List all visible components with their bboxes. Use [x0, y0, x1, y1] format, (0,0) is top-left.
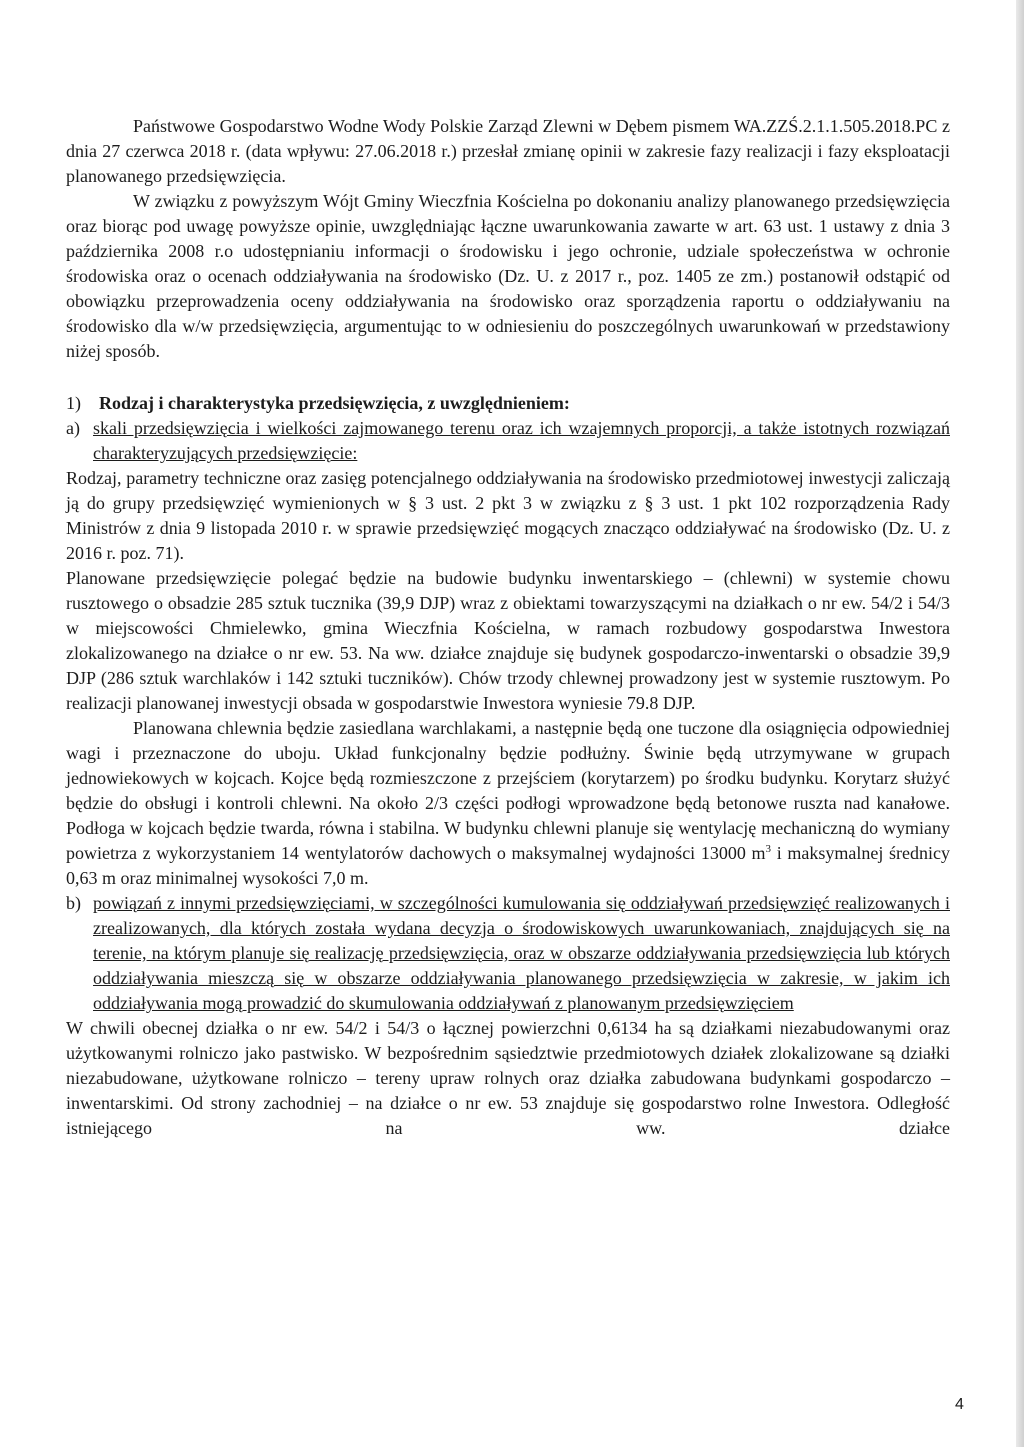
scan-edge [1016, 0, 1024, 1447]
intro-paragraph-1: Państwowe Gospodarstwo Wodne Wody Polskie Zarząd Zlewni w Dębem pismem WA.ZZŚ.2.1.1.505.2018.PC z dnia 27 czerwca 2018 r. (data wpływu: 27.06.2018 r.) przesłał zmianę opinii w zakresie fazy realizacji i fazy eksploatacji planowanego przedsięwzięcia. [66, 116, 950, 186]
superscript: 3 [765, 843, 772, 855]
section-title: Rodzaj i charakterystyka przedsięwzięcia, z uwzględnieniem: [99, 393, 570, 413]
item-b-title: powiązań z innymi przedsięwzięciami, w szczególności kumulowania się oddziaływań przedsięwzięć realizowanych i zrealizowanych, dla których została wydana decyzja o środowiskowych uwarunkowaniach, znajdujących się na terenie, na którym planuje się realizację przedsięwzięcia, oraz w obszarze oddziaływania przedsięwzięcia lub których oddziaływania mieszczą się w obszarze oddziaływania planowanego przedsięwzięcia w zakresie, w jakim ich oddziaływania mogą prowadzić do skumulowania oddziaływań z planowanym przedsięwzięciem [93, 893, 950, 1013]
body-a-tail: i maksymalnej średnicy 0,63 m oraz minimalnej wysokości 7,0 m. [66, 843, 950, 888]
item-a-label: a) [66, 418, 80, 438]
section-number: 1) [66, 393, 81, 413]
page-number: 4 [955, 1396, 964, 1413]
item-a-title: skali przedsięwzięcia i wielkości zajmowanego terenu oraz ich wzajemnych proporcji, a także istotnych rozwiązań charakteryzujących przedsięwzięcie: [93, 418, 950, 463]
document-page [66, 114, 950, 1141]
body-b-paragraph: W chwili obecnej działka o nr ew. 54/2 i 54/3 o łącznej powierzchni 0,6134 ha są działkami niezabudowanymi oraz użytkowanymi rolniczo jako pastwisko. W bezpośrednim sąsiedztwie przedmiotowych działek zlokalizowane są działki niezabudowane, użytkowane rolniczo – tereny upraw rolnych oraz działka zabudowana budynkami gospodarczo – inwentarskimi. Od strony zachodniej – na działce o nr ew. 53 znajduje się gospodarstwo rolne Inwestora. Odległość istniejącego na ww. działce [66, 1018, 950, 1138]
body-a-text: Planowana chlewnia będzie zasiedlana warchlakami, a następnie będą one tuczone dla osiągnięcia odpowiedniej wagi i przeznaczone do uboju. Układ funkcjonalny będzie podłużny. Świnie będą utrzymywane w grupach jednowiekowych w kojcach. Kojce będą rozmieszczone z przejściem (korytarzem) po środku budynku. Korytarz służyć będzie do obsługi i kontroli chlewni. Na około 2/3 części podłogi wprowadzone będą betonowe ruszta nad kanałowe. Podłoga w kojcach będzie twarda, równa i stabilna. W budynku chlewni planuje się wentylację mechaniczną do wymiany powietrza z wykorzystaniem 14 wentylatorów dachowych o maksymalnej wydajności 13000 m [66, 718, 950, 863]
section-heading [66, 391, 950, 416]
item-b-label: b) [66, 893, 81, 913]
item-a [66, 416, 950, 466]
body-a-paragraph-2: Planowane przedsięwzięcie polegać będzie na budowie budynku inwentarskiego – (chlewni) w systemie chowu rusztowego o obsadzie 285 sztuk tucznika (39,9 DJP) wraz z obiektami towarzyszącymi na działkach o nr ew. 54/2 i 54/3 w miejscowości Chmielewko, gmina Wieczfnia Kościelna, w ramach rozbudowy gospodarstwa Inwestora zlokalizowanego na działce o nr ew. 53. Na ww. działce znajduje się budynek gospodarczo-inwentarski o obsadzie 39,9 DJP (286 sztuk warchlaków i 142 sztuki tuczników). Chów trzody chlewnej prowadzony jest w systemie rusztowym. Po realizacji planowanej inwestycji obsada w gospodarstwie Inwestora wyniesie 79.8 DJP. [66, 568, 950, 713]
body-a-paragraph-3 [66, 716, 950, 891]
body-a-paragraph-1: Rodzaj, parametry techniczne oraz zasięg potencjalnego oddziaływania na środowisko przedmiotowej inwestycji zaliczają ją do grupy przedsięwzięć wymienionych w § 3 ust. 2 pkt 3 w związku z § 3 ust. 1 pkt 102 rozporządzenia Rady Ministrów z dnia 9 listopada 2010 r. w sprawie przedsięwzięć mogących znacząco oddziaływać na środowisko (Dz. U. z 2016 r. poz. 71). [66, 468, 950, 563]
item-b [66, 891, 950, 1016]
intro-paragraph-2: W związku z powyższym Wójt Gminy Wieczfnia Kościelna po dokonaniu analizy planowanego przedsięwzięcia oraz biorąc pod uwagę powyższe opinie, uwzględniając łączne uwarunkowania zawarte w art. 63 ust. 1 ustawy z dnia 3 października 2008 r.o udostępnianiu informacji o środowisku i jego ochronie, udziale społeczeństwa w ochronie środowiska oraz o ocenach oddziaływania na środowisko (Dz. U. z 2017 r., poz. 1405 ze zm.) postanowił odstąpić od obowiązku przeprowadzenia oceny oddziaływania na środowisko oraz sporządzenia raportu o oddziaływaniu na środowisko dla w/w przedsięwzięcia, argumentując to w odniesieniu do poszczególnych uwarunkowań w przedstawiony niżej sposób. [66, 191, 950, 361]
